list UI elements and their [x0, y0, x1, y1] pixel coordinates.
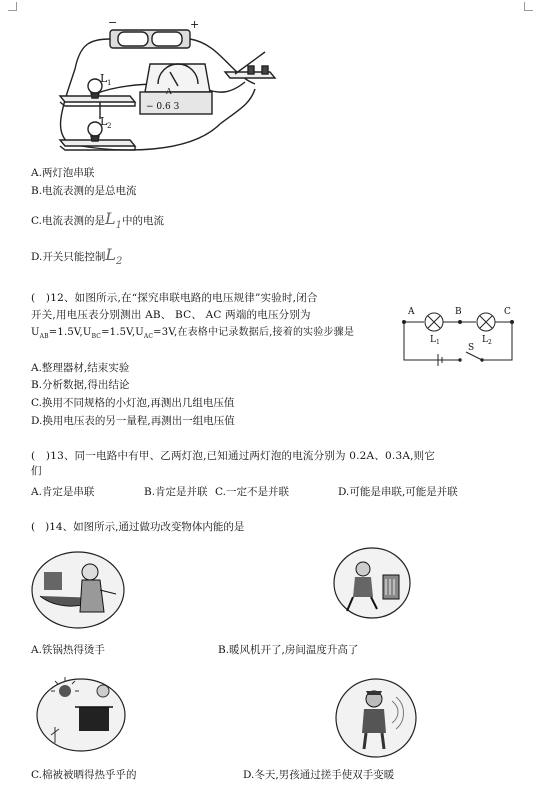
q14-stem [31, 520, 244, 534]
q14-image-a-wok [30, 550, 126, 630]
q13-option-a: A.肯定是串联 [31, 486, 95, 498]
lamp1-label: L [100, 72, 108, 85]
q13-option-b: B.肯定是并联 [144, 486, 208, 498]
lamp1-sub: 1 [107, 79, 112, 87]
node-a-label: A [408, 307, 415, 317]
q14-image-c-quilt [35, 677, 127, 753]
q13-line1 [31, 449, 511, 464]
node-c-label: C [504, 307, 511, 317]
q13-stem-text1: )13、同一电路中有甲、乙两灯泡,已知通过两灯泡的电流分别为 0.2A、0.3A,则它 [45, 450, 436, 462]
q12-line3 [31, 325, 391, 344]
q12-paren: ( [31, 292, 36, 304]
q13-paren: ( [31, 450, 36, 462]
q12-option-a: A.整理器材,结束实验 [31, 362, 130, 374]
l2-sub: 2 [488, 339, 492, 346]
battery-minus-label: − [108, 16, 118, 29]
q13-option-c: C.一定不是并联 [215, 486, 289, 498]
q14-option-d: D.冬天,男孩通过搓手使双手变暖 [243, 769, 395, 781]
q12-circuit-figure [398, 304, 518, 368]
math-l: L [105, 245, 117, 264]
math-l: L [105, 209, 116, 228]
q13-line2: 们 [31, 465, 42, 477]
q12-line1 [31, 291, 391, 306]
ammeter-label: A [166, 87, 172, 96]
u-ab-sub: AB [39, 333, 49, 340]
q11-option-b: B.电流表测的是总电流 [31, 185, 137, 197]
q14-option-b: B.暖风机开了,房间温度升高了 [218, 644, 359, 656]
q11-option-d-text: D.开关只能控制 [31, 251, 106, 263]
q12-option-c: C.换用不同规格的小灯泡,再测出几组电压值 [31, 397, 235, 409]
u-bc-sub: BC [91, 333, 102, 340]
u-ab-val: =1.5V,U [48, 327, 92, 338]
q11-option-c [31, 209, 164, 233]
q11-option-d [31, 245, 123, 269]
q14-image-b-heater [333, 547, 411, 619]
l2-label: L [482, 335, 488, 345]
math-l1 [105, 209, 122, 232]
q12-stem-text1: )12、如图所示,在“探究串联电路的电压规律”实验时,闭合 [45, 292, 318, 304]
node-b-label: B [455, 307, 462, 317]
q12-stem-text2: 开关,用电压表分别测出 AB、 BC、 AC 两端的电压分别为 [31, 309, 311, 321]
battery-plus-label: + [190, 18, 200, 31]
q11-circuit-figure [40, 14, 280, 164]
l1-label: L [430, 335, 436, 345]
u-ac-val: =3V,在表格中记录数据后,接着的实验步骤是 [153, 327, 355, 338]
u-bc-val: =1.5V,U [101, 327, 144, 338]
ammeter-scale: − 0.6 3 [146, 102, 180, 112]
lamp2-label: L [100, 115, 108, 128]
q12-option-b: B.分析数据,得出结论 [31, 379, 130, 391]
q12-option-d: D.换用电压表的另一量程,再测出一组电压值 [31, 415, 235, 427]
math-l2 [105, 245, 123, 268]
q13-stem [31, 449, 511, 479]
q14-image-d-rubbing-hands [334, 677, 418, 759]
u-symbol: U [31, 327, 40, 338]
math-sub-2: 2 [116, 256, 123, 268]
l1-sub: 1 [436, 339, 440, 346]
u-ac-sub: AC [143, 333, 154, 340]
page-corner-mark [8, 2, 17, 11]
q11-option-c-text: C.电流表测的是 [31, 215, 105, 227]
q14-stem-text: )14、如图所示,通过做功改变物体内能的是 [45, 521, 245, 533]
switch-label: S [468, 343, 475, 353]
q13-option-d: D.可能是串联,可能是并联 [338, 486, 458, 498]
q12-line2 [31, 308, 391, 323]
page-corner-mark [524, 2, 533, 11]
q12-stem [31, 291, 391, 344]
lamp2-sub: 2 [107, 122, 112, 130]
q14-option-c: C.棉被被晒得热乎乎的 [31, 769, 137, 781]
q11-option-a: A.两灯泡串联 [31, 167, 95, 179]
math-sub-1: 1 [115, 220, 122, 232]
q14-paren: ( [31, 521, 36, 533]
q11-option-c-tail: 中的电流 [122, 215, 164, 227]
q14-option-a: A.铁锅热得烫手 [31, 644, 105, 656]
